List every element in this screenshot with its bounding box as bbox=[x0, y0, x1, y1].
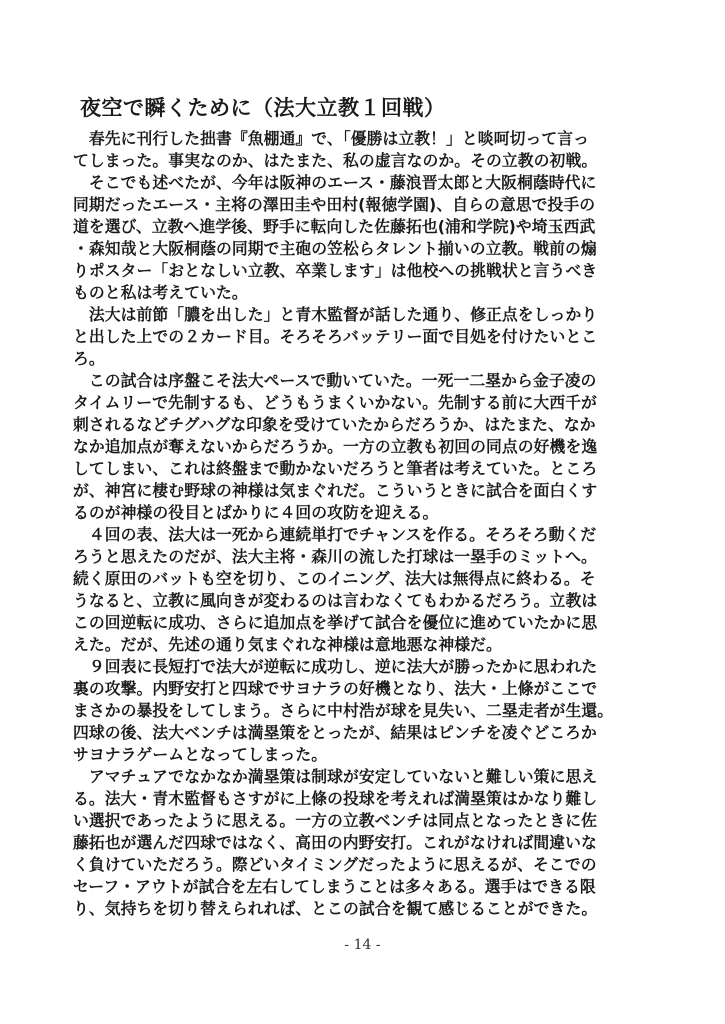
body-line: が、神宮に棲む野球の神様は気まぐれだ。こういうときに試合を面白くす bbox=[73, 481, 598, 500]
body-line: まさかの暴投をしてしまう。さらに中村浩が球を見失い、二塁走者が生還。 bbox=[73, 701, 614, 720]
body-line: えた。だが、先述の通り気まぐれな神様は意地悪な神様だ。 bbox=[73, 635, 502, 654]
body-line: ・森知哉と大阪桐蔭の同期で主砲の笠松らタレント揃いの立教。戦前の煽 bbox=[73, 239, 597, 258]
body-line: 続く原田のバットも空を切り、このイニング、法大は無得点に終わる。そ bbox=[73, 569, 596, 588]
body-line: してしまい、これは終盤まで動かないだろうと筆者は考えていた。ところ bbox=[73, 459, 598, 478]
body-line: 同期だったエース・主将の澤田圭や田村(報徳学園)、自らの意思で投手の bbox=[73, 195, 596, 214]
body-line: い選択であったように思える。一方の立教ベンチは同点となったときに佐 bbox=[73, 811, 598, 830]
body-line: セーフ・アウトが試合を左右してしまうことは多々ある。選手はできる限 bbox=[73, 877, 596, 896]
body-line: 道を選び、立教へ進学後、野手に転向した佐藤拓也(浦和学院)や埼玉西武 bbox=[73, 217, 596, 236]
article-title: 夜空で瞬くために（法大立教１回戦） bbox=[80, 96, 446, 120]
body-line: サヨナラゲームとなってしまった。 bbox=[73, 745, 328, 764]
body-line: なか追加点が奪えないからだろうか。一方の立教も初回の同点の好機を逸 bbox=[73, 437, 598, 456]
body-line: ろ。 bbox=[73, 349, 105, 368]
body-line: タイムリーで先制するも、どうもうまくいかない。先制する前に大西千が bbox=[73, 393, 597, 412]
body-line: りポスター「おとなしい立教、卒業します」は他校への挑戦状と言うべき bbox=[73, 261, 598, 280]
body-line: この試合は序盤こそ法大ペースで動いていた。一死一二塁から金子凌の bbox=[73, 371, 597, 390]
body-line: この回逆転に成功、さらに追加点を挙げて試合を優位に進めていたかに思 bbox=[73, 613, 598, 632]
body-line: 四球の後、法大ベンチは満塁策をとったが、結果はピンチを凌ぐどころか bbox=[73, 723, 597, 742]
body-line: ４回の表、法大は一死から連続単打でチャンスを作る。そろそろ動くだ bbox=[73, 525, 597, 544]
body-line: く負けていただろう。際どいタイミングだったように思えるが、そこでの bbox=[73, 855, 597, 874]
body-line: 裏の攻撃。内野安打と四球でサヨナラの好機となり、法大・上條がここで bbox=[73, 679, 598, 698]
body-line: てしまった。事実なのか、はたまた、私の虚言なのか。その立教の初戦。 bbox=[73, 151, 598, 170]
body-line: 刺されるなどチグハグな印象を受けていたからだろうか、はたまた、なか bbox=[73, 415, 596, 434]
body-line: 春先に刊行した拙書『魚棚通』で、「優勝は立教！」と啖呵切って言っ bbox=[73, 129, 590, 148]
article-body bbox=[73, 128, 673, 920]
body-line: る。法大・青木監督もさすがに上條の投球を考えれば満塁策はかなり難し bbox=[73, 789, 598, 808]
page-number: - 14 - bbox=[344, 937, 381, 953]
body-line: ９回表に長短打で法大が逆転に成功し、逆に法大が勝ったかに思われた bbox=[73, 657, 598, 676]
body-line: 法大は前節「膿を出した」と青木監督が話した通り、修正点をしっかり bbox=[73, 305, 598, 324]
body-line: アマチュアでなかなか満塁策は制球が安定していないと難しい策に思え bbox=[73, 767, 598, 786]
body-line: ものと私は考えていた。 bbox=[73, 283, 248, 302]
body-line: るのが神様の役目とばかりに４回の攻防を迎える。 bbox=[73, 503, 439, 522]
body-line: ろうと思えたのだが、法大主将・森川の流した打球は一塁手のミットへ。 bbox=[73, 547, 597, 566]
body-line: うなると、立教に風向きが変わるのは言わなくてもわかるだろう。立教は bbox=[73, 591, 598, 610]
body-line: そこでも述べたが、今年は阪神のエース・藤浪晋太郎と大阪桐蔭時代に bbox=[73, 173, 597, 192]
body-line: り、気持ちを切り替えられれば、とこの試合を観て感じることができた。 bbox=[73, 899, 598, 918]
body-line: と出した上での２カード目。そろそろバッテリー面で目処を付けたいとこ bbox=[73, 327, 598, 346]
body-line: 藤拓也が選んだ四球ではなく、高田の内野安打。これがなければ間違いな bbox=[73, 833, 597, 852]
